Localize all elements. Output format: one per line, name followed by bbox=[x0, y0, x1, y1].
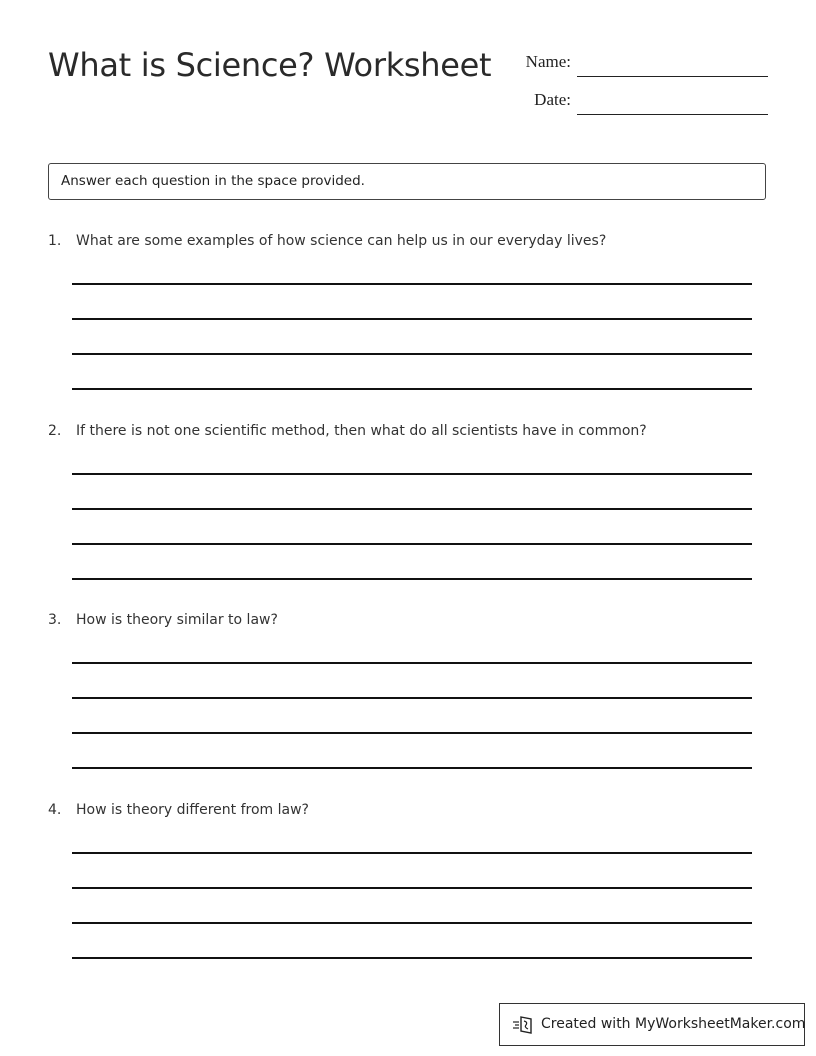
footer-badge[interactable] bbox=[499, 1003, 805, 1046]
answer-line[interactable] bbox=[72, 388, 752, 390]
answer-line[interactable] bbox=[72, 957, 752, 959]
name-input-line[interactable] bbox=[577, 76, 768, 77]
date-field[interactable] bbox=[468, 90, 768, 114]
name-field[interactable] bbox=[468, 52, 768, 76]
question-text: What are some examples of how science can help us in our everyday lives? bbox=[76, 233, 607, 249]
question-number: 3. bbox=[48, 612, 62, 628]
date-label: Date: bbox=[534, 90, 571, 109]
question-text: How is theory different from law? bbox=[76, 802, 309, 818]
question-number: 4. bbox=[48, 802, 62, 818]
answer-line[interactable] bbox=[72, 697, 752, 699]
answer-line[interactable] bbox=[72, 543, 752, 545]
answer-line[interactable] bbox=[72, 473, 752, 475]
date-input-line[interactable] bbox=[577, 114, 768, 115]
question-number: 2. bbox=[48, 423, 62, 439]
answer-line[interactable] bbox=[72, 887, 752, 889]
instructions-box: Answer each question in the space provided. bbox=[48, 163, 766, 200]
answer-line[interactable] bbox=[72, 922, 752, 924]
answer-line[interactable] bbox=[72, 508, 752, 510]
question-number: 1. bbox=[48, 233, 62, 249]
answer-line[interactable] bbox=[72, 852, 752, 854]
answer-line[interactable] bbox=[72, 353, 752, 355]
question-text: If there is not one scientific method, then what do all scientists have in common? bbox=[76, 423, 647, 439]
page-title: What is Science? Worksheet bbox=[48, 46, 492, 84]
answer-line[interactable] bbox=[72, 732, 752, 734]
answer-line[interactable] bbox=[72, 318, 752, 320]
answer-line[interactable] bbox=[72, 767, 752, 769]
name-label: Name: bbox=[525, 52, 571, 71]
footer-text: Created with MyWorksheetMaker.com bbox=[541, 1016, 806, 1032]
worksheet-maker-logo-icon bbox=[512, 1015, 534, 1035]
answer-line[interactable] bbox=[72, 662, 752, 664]
question-text: How is theory similar to law? bbox=[76, 612, 278, 628]
answer-line[interactable] bbox=[72, 283, 752, 285]
answer-line[interactable] bbox=[72, 578, 752, 580]
